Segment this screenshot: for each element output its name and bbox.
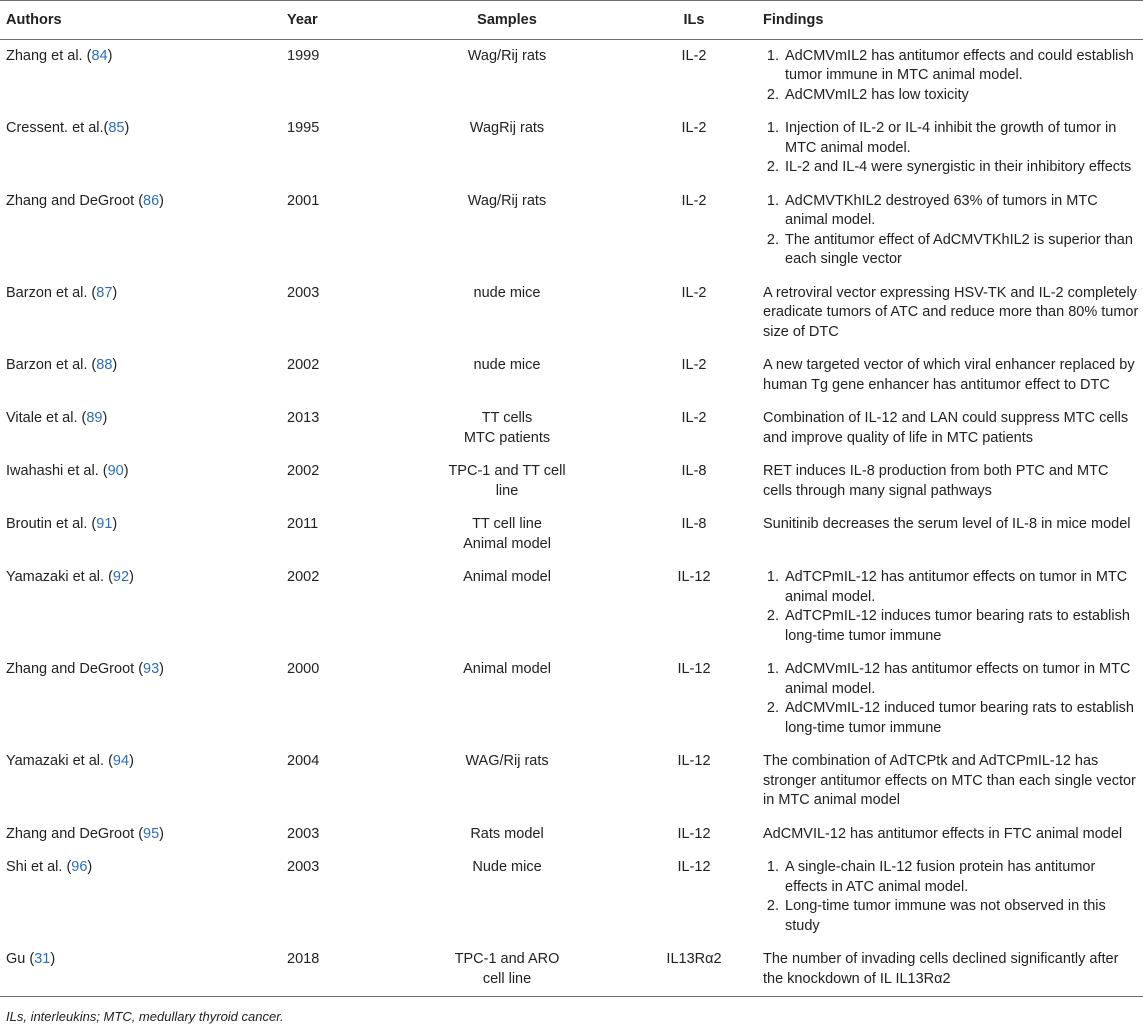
author-cell xyxy=(0,185,281,277)
findings-cell xyxy=(759,653,1143,745)
year-cell: 1999 xyxy=(287,47,320,64)
reference-link[interactable]: 96 xyxy=(71,859,88,875)
findings-cell xyxy=(759,561,1143,653)
year-cell: 2011 xyxy=(287,516,319,532)
author-name: Barzon et al. ( xyxy=(6,284,97,301)
samples-line: WagRij rats xyxy=(469,120,545,136)
table-row xyxy=(0,39,1143,112)
samples-cell xyxy=(385,653,629,745)
header-row xyxy=(0,1,1143,40)
findings-cell xyxy=(759,112,1143,185)
finding-item: 2. Long-time tumor immune was not observed in this study xyxy=(783,897,1139,936)
reference-link[interactable]: 31 xyxy=(34,951,51,967)
author-cell xyxy=(0,745,281,818)
finding-item: 2. AdTCPmIL-12 induces tumor bearing rats to establish long-time tumor immune xyxy=(783,607,1139,646)
samples-line: Animal model xyxy=(463,535,551,552)
author-name: Gu ( xyxy=(6,951,35,967)
author-close-paren: ) xyxy=(102,410,108,426)
finding-item: 1. Injection of IL-2 or IL-4 inhibit the growth of tumor in MTC animal model. xyxy=(783,119,1139,158)
header-ils: ILs xyxy=(629,1,759,40)
samples-line: line xyxy=(495,482,519,499)
year-cell: 2003 xyxy=(287,825,320,842)
table-row xyxy=(0,455,1143,508)
ils-cell: IL-2 xyxy=(681,357,707,373)
reference-link[interactable]: 86 xyxy=(143,192,160,209)
reference-link[interactable]: 93 xyxy=(143,661,160,677)
finding-item: 2. IL-2 and IL-4 were synergistic in their inhibitory effects xyxy=(783,158,1139,178)
author-cell xyxy=(0,402,281,455)
finding-text: RET induces IL-8 production from both PTC and MTC cells through many signal pathways xyxy=(763,463,1109,499)
header-findings: Findings xyxy=(759,1,1143,40)
reference-link[interactable]: 90 xyxy=(107,463,124,479)
samples-cell xyxy=(385,112,629,185)
year-cell: 2001 xyxy=(287,192,320,209)
samples-line: nude mice xyxy=(473,357,541,373)
year-cell: 2003 xyxy=(287,284,320,301)
author-name: Yamazaki et al. ( xyxy=(6,753,113,769)
author-close-paren: ) xyxy=(112,284,118,301)
samples-cell xyxy=(385,818,629,852)
samples-line: cell line xyxy=(482,970,532,987)
findings-cell xyxy=(759,39,1143,112)
author-close-paren: ) xyxy=(107,47,113,64)
samples-cell xyxy=(385,455,629,508)
finding-text: A retroviral vector expressing HSV-TK and IL-2 completely eradicate tumors of ATC and reduce more than 80% tumor size of DTC xyxy=(763,284,1139,340)
samples-cell xyxy=(385,402,629,455)
table-body xyxy=(0,39,1143,997)
author-cell xyxy=(0,818,281,852)
table-row xyxy=(0,112,1143,185)
samples-line: TT cell line xyxy=(472,516,542,532)
findings-cell xyxy=(759,402,1143,455)
samples-line: TPC-1 and TT cell xyxy=(448,463,566,479)
samples-line: TT cells xyxy=(481,410,533,426)
samples-line: WAG/Rij rats xyxy=(465,753,549,769)
author-close-paren: ) xyxy=(129,753,134,769)
ils-cell: IL-8 xyxy=(681,516,707,532)
table-row xyxy=(0,745,1143,818)
finding-text: The number of invading cells declined significantly after the knockdown of IL IL13Rα2 xyxy=(763,951,1119,987)
finding-item: 1. AdCMVmIL-12 has antitumor effects on tumor in MTC animal model. xyxy=(783,660,1139,699)
author-close-paren: ) xyxy=(87,859,93,875)
reference-link[interactable]: 92 xyxy=(112,569,130,585)
author-cell xyxy=(0,851,281,943)
finding-text: A new targeted vector of which viral enhancer replaced by human Tg gene enhancer has antitumor effect to DTC xyxy=(763,357,1135,393)
author-close-paren: ) xyxy=(123,463,129,479)
finding-item: 1. A single-chain IL-12 fusion protein has antitumor effects in ATC animal model. xyxy=(783,858,1139,897)
author-name: Iwahashi et al. ( xyxy=(6,463,108,479)
samples-line: Animal model xyxy=(463,661,551,677)
findings-cell xyxy=(759,508,1143,561)
finding-item: 2. AdCMVmIL2 has low toxicity xyxy=(783,86,1139,106)
samples-line: Nude mice xyxy=(472,859,542,875)
table-row xyxy=(0,277,1143,350)
year-cell: 2002 xyxy=(287,463,320,479)
year-cell: 2004 xyxy=(287,753,320,769)
samples-line: Animal model xyxy=(463,569,551,585)
author-cell xyxy=(0,349,281,402)
samples-cell xyxy=(385,745,629,818)
year-cell: 2013 xyxy=(287,410,320,426)
year-cell: 2018 xyxy=(281,943,385,997)
header-year: Year xyxy=(281,1,385,40)
ils-cell: IL-2 xyxy=(681,410,707,426)
findings-list xyxy=(763,858,1139,936)
author-close-paren: ) xyxy=(129,569,134,585)
finding-item: 1. AdCMVTKhIL2 destroyed 63% of tumors in MTC animal model. xyxy=(783,192,1139,231)
finding-item: 1. AdTCPmIL-12 has antitumor effects on tumor in MTC animal model. xyxy=(783,568,1139,607)
author-close-paren: ) xyxy=(159,825,165,842)
samples-line: Wag/Rij rats xyxy=(467,47,547,64)
finding-text: Combination of IL-12 and LAN could suppress MTC cells and improve quality of life in MTC patients xyxy=(763,410,1129,446)
ils-cell: IL-2 xyxy=(681,284,707,301)
ils-cell: IL-12 xyxy=(677,859,711,875)
reference-link[interactable]: 91 xyxy=(96,516,113,532)
author-cell xyxy=(0,455,281,508)
year-cell: 2002 xyxy=(287,569,320,585)
author-close-paren: ) xyxy=(112,357,118,373)
ils-cell: IL-2 xyxy=(681,192,707,209)
finding-item: 1. AdCMVmIL2 has antitumor effects and could establish tumor immune in MTC animal model. xyxy=(783,47,1139,86)
author-close-paren: ) xyxy=(50,951,56,967)
author-name: Broutin et al. ( xyxy=(6,516,97,532)
samples-line: MTC patients xyxy=(463,429,551,446)
table-row xyxy=(0,653,1143,745)
author-name: Zhang and DeGroot ( xyxy=(6,825,144,842)
findings-cell xyxy=(759,851,1143,943)
findings-cell xyxy=(759,943,1143,997)
author-cell xyxy=(0,508,281,561)
samples-line: nude mice xyxy=(473,284,541,301)
header-samples: Samples xyxy=(385,1,629,40)
samples-cell xyxy=(385,39,629,112)
finding-item: 2. The antitumor effect of AdCMVTKhIL2 is superior than each single vector xyxy=(783,231,1139,270)
author-close-paren: ) xyxy=(159,192,165,209)
header-authors: Authors xyxy=(0,1,281,40)
samples-cell xyxy=(385,943,629,997)
author-name: Zhang et al. ( xyxy=(6,47,92,64)
samples-cell xyxy=(385,561,629,653)
findings-list xyxy=(763,660,1139,738)
findings-list xyxy=(763,192,1139,270)
reference-link[interactable]: 85 xyxy=(108,120,125,136)
author-cell xyxy=(0,112,281,185)
author-cell xyxy=(0,39,281,112)
table-row xyxy=(0,561,1143,653)
findings-list xyxy=(763,119,1139,178)
author-name: Vitale et al. ( xyxy=(6,410,87,426)
author-close-paren: ) xyxy=(112,516,118,532)
ils-cell: IL-8 xyxy=(681,463,707,479)
finding-text: AdCMVIL-12 has antitumor effects in FTC animal model xyxy=(763,825,1123,842)
reference-link[interactable]: 94 xyxy=(112,753,130,769)
ils-cell: IL13Rα2 xyxy=(629,943,759,997)
reference-link[interactable]: 84 xyxy=(91,47,108,64)
findings-cell xyxy=(759,277,1143,350)
ils-cell: IL-12 xyxy=(677,661,711,677)
samples-line: Wag/Rij rats xyxy=(467,192,547,209)
finding-text: The combination of AdTCPtk and AdTCPmIL-12 has stronger antitumor effects on MTC than each single vector in MTC animal model xyxy=(763,753,1136,808)
table-header xyxy=(0,1,1143,40)
findings-list xyxy=(763,568,1139,646)
table-row xyxy=(0,508,1143,561)
samples-cell xyxy=(385,349,629,402)
year-cell: 2000 xyxy=(287,661,320,677)
author-name: Shi et al. ( xyxy=(6,859,72,875)
findings-cell xyxy=(759,185,1143,277)
author-name: Cressent. et al.( xyxy=(6,120,109,136)
table-row xyxy=(0,943,1143,997)
findings-cell xyxy=(759,818,1143,852)
samples-cell xyxy=(385,277,629,350)
table-row xyxy=(0,402,1143,455)
year-cell: 1995 xyxy=(287,120,320,136)
ils-cell: IL-2 xyxy=(681,120,707,136)
samples-line: Rats model xyxy=(470,825,544,842)
author-cell xyxy=(0,561,281,653)
author-name: Zhang and DeGroot ( xyxy=(6,661,144,677)
findings-list xyxy=(763,47,1139,106)
ils-cell: IL-12 xyxy=(677,825,711,842)
samples-line: TPC-1 and ARO xyxy=(454,951,560,967)
ils-cell: IL-2 xyxy=(681,47,707,64)
author-name: Zhang and DeGroot ( xyxy=(6,192,144,209)
findings-cell xyxy=(759,745,1143,818)
author-name: Yamazaki et al. ( xyxy=(6,569,113,585)
finding-text: Sunitinib decreases the serum level of IL-8 in mice model xyxy=(763,516,1131,532)
year-cell: 2002 xyxy=(287,357,320,373)
samples-cell xyxy=(385,508,629,561)
table-footnote: ILs, interleukins; MTC, medullary thyroid cancer. xyxy=(6,1009,284,1024)
finding-item: 2. AdCMVmIL-12 induced tumor bearing rats to establish long-time tumor immune xyxy=(783,699,1139,738)
author-name: Barzon et al. ( xyxy=(6,357,97,373)
author-cell xyxy=(0,653,281,745)
author-cell xyxy=(0,277,281,350)
table-row xyxy=(0,185,1143,277)
year-cell: 2003 xyxy=(287,859,320,875)
samples-cell xyxy=(385,185,629,277)
reference-link[interactable]: 87 xyxy=(96,284,113,301)
reference-link[interactable]: 95 xyxy=(143,825,160,842)
reference-link[interactable]: 88 xyxy=(96,357,113,373)
findings-cell xyxy=(759,455,1143,508)
findings-cell xyxy=(759,349,1143,402)
ils-cell: IL-12 xyxy=(677,753,711,769)
table-row xyxy=(0,818,1143,852)
author-cell xyxy=(0,943,281,997)
reference-link[interactable]: 89 xyxy=(86,410,103,426)
author-close-paren: ) xyxy=(124,120,130,136)
ils-cell: IL-12 xyxy=(677,569,711,585)
author-close-paren: ) xyxy=(159,661,165,677)
table-row xyxy=(0,349,1143,402)
samples-cell xyxy=(385,851,629,943)
table-row xyxy=(0,851,1143,943)
